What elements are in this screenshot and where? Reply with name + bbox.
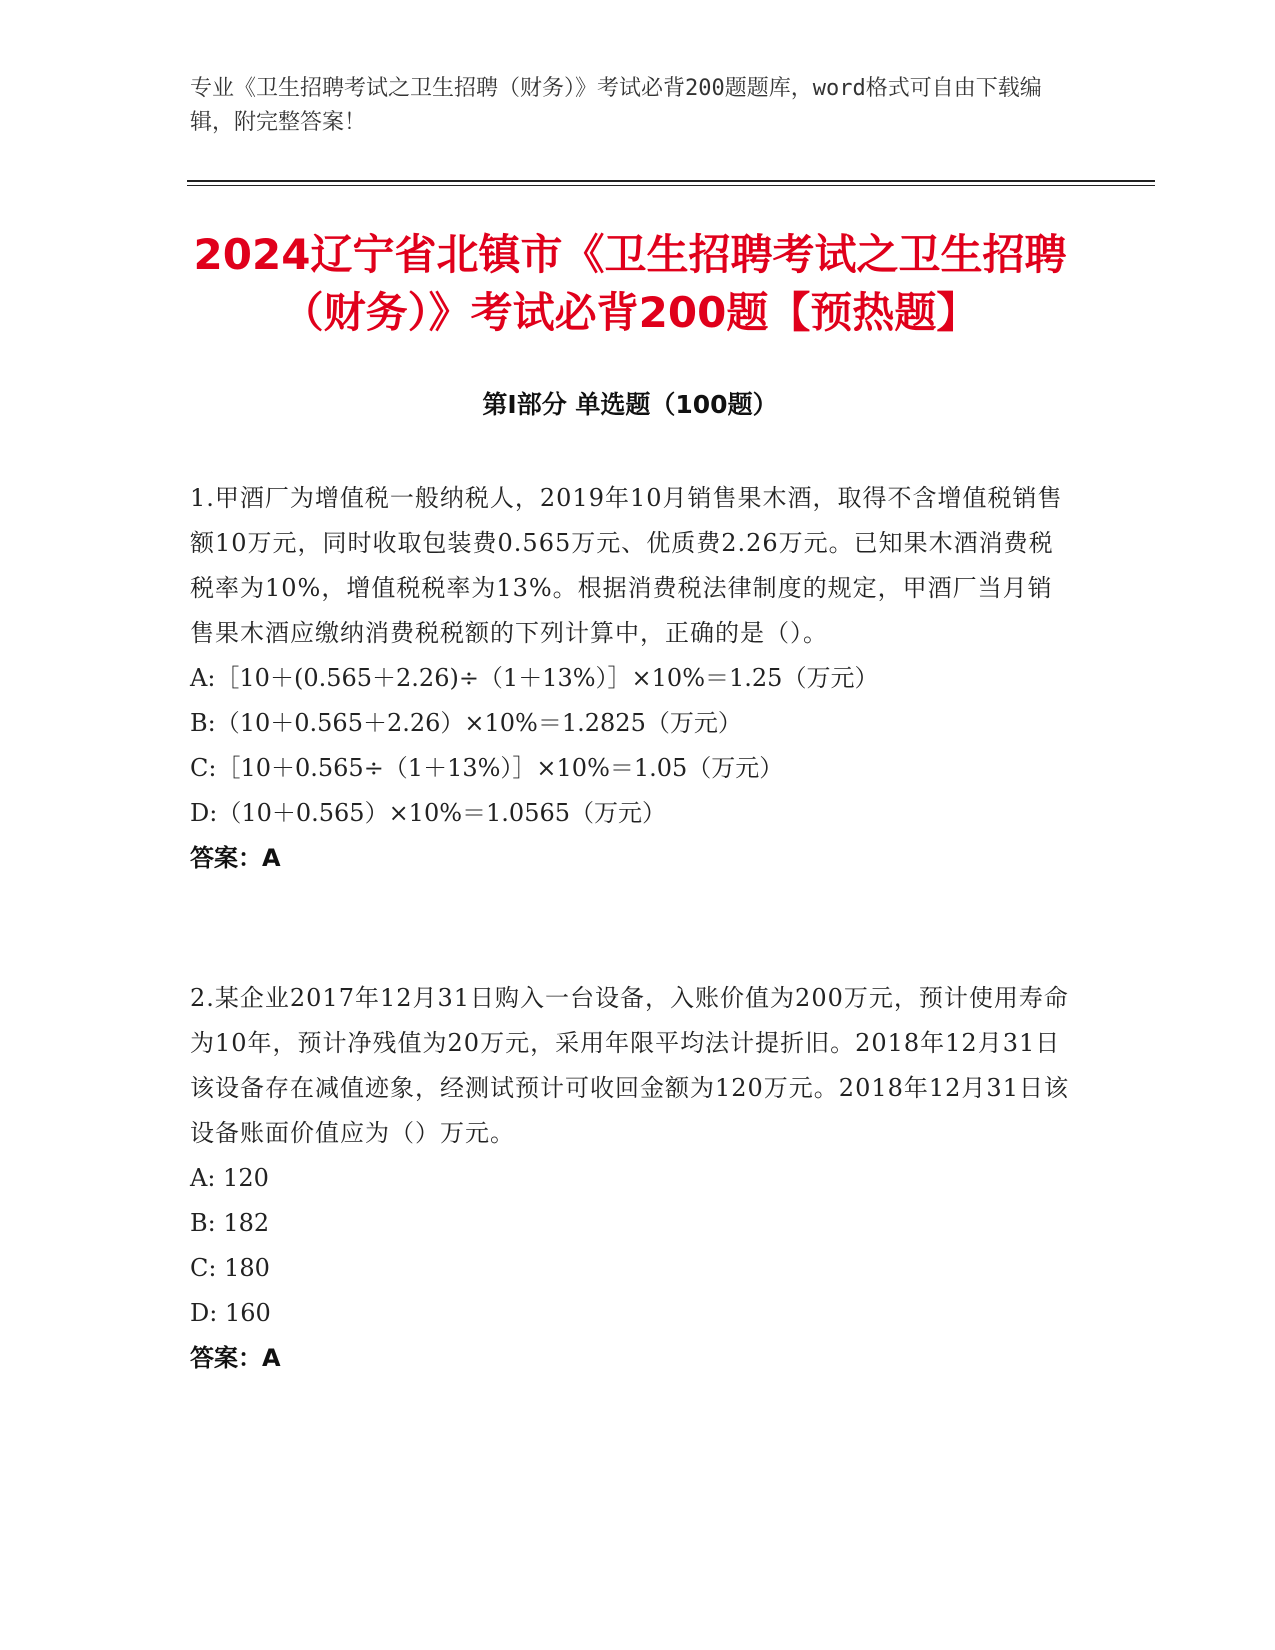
header-divider-thin — [187, 185, 1155, 186]
question-2-stem: 2.某企业2017年12月31日购入一台设备，入账价值为200万元，预计使用寿命为10年，预计净残值为20万元，采用年限平均法计提折旧。2018年12月31日该设备存在减值迹象，经测试预计可收回金额为120万元。2018年12月31日该设备账面价值应为（）万元。 — [190, 984, 1069, 1147]
question-1-stem: 1.甲酒厂为增值税一般纳税人，2019年10月销售果木酒，取得不含增值税销售额10万元，同时收取包装费0.565万元、优质费2.26万元。已知果木酒消费税税率为10%，增值税税率为13%。根据消费税法律制度的规定，甲酒厂当月销售果木酒应缴纳消费税税额的下列计算中，正确的是（）。 — [190, 484, 1063, 647]
question-1-option-b: B:（10＋0.565＋2.26）×10%＝1.2825（万元） — [190, 709, 742, 737]
document-title: 2024辽宁省北镇市《卫生招聘考试之卫生招聘（财务）》考试必背200题【预热题】 — [193, 230, 1067, 337]
question-2-option-b: B: 182 — [190, 1209, 270, 1237]
question-2-option-a: A: 120 — [190, 1164, 269, 1192]
question-1-option-c: C:［10＋0.565÷（1＋13%）］×10%＝1.05（万元） — [190, 754, 784, 782]
question-1-option-d: D:（10＋0.565）×10%＝1.0565（万元） — [190, 799, 667, 827]
header-note: 专业《卫生招聘考试之卫生招聘（财务）》考试必背200题题库，word格式可自由下载编辑，附完整答案！ — [190, 76, 1042, 135]
question-2-option-c: C: 180 — [190, 1254, 270, 1282]
question-2-option-d: D: 160 — [190, 1299, 271, 1327]
question-2 — [190, 976, 1070, 1381]
question-1-option-a: A:［10＋(0.565＋2.26)÷（1＋13%）］×10%＝1.25（万元） — [190, 664, 879, 692]
question-1 — [190, 476, 1070, 881]
question-1-answer: 答案：A — [190, 844, 281, 872]
section-title: 第I部分 单选题（100题） — [482, 390, 778, 419]
header-divider-thick — [187, 180, 1155, 182]
question-2-answer: 答案：A — [190, 1344, 281, 1372]
